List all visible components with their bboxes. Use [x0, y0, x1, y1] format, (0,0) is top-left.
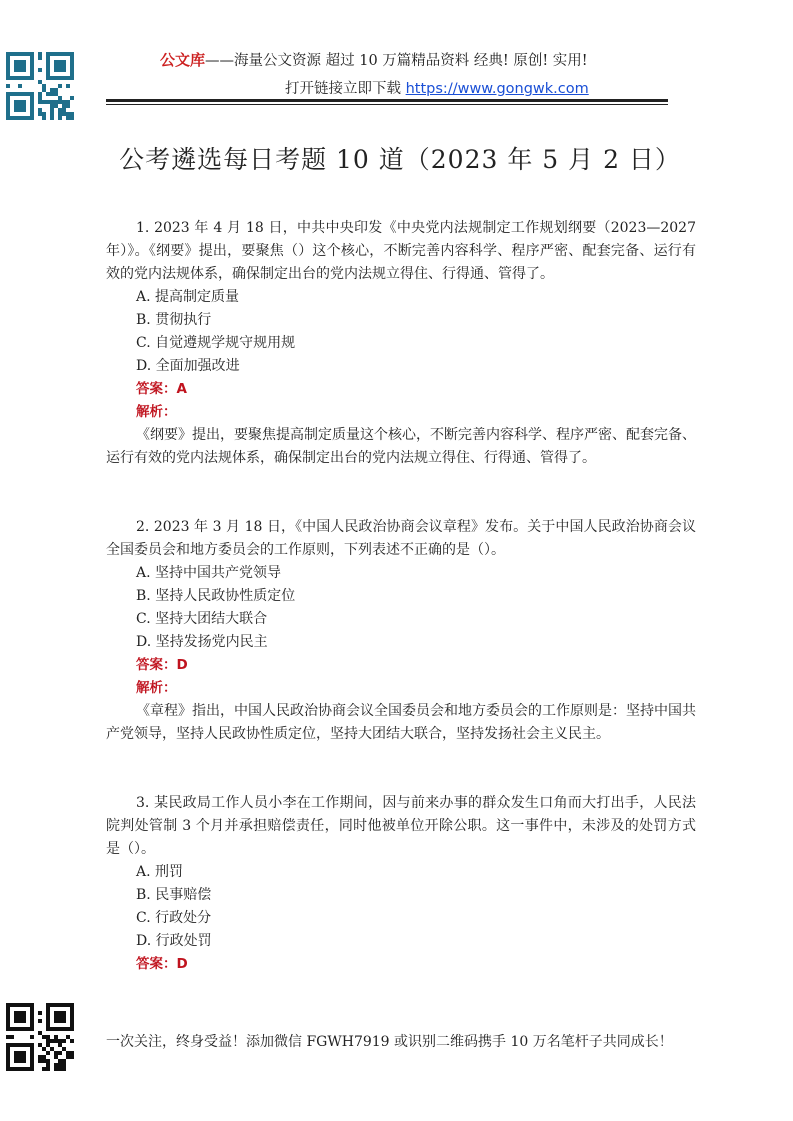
- option-a: A. 提高制定质量: [136, 289, 240, 305]
- analysis-label: 解析：: [136, 680, 177, 696]
- option-d: D. 坚持发扬党内民主: [136, 634, 268, 650]
- analysis-text: 《纲要》提出，要聚焦提高制定质量这个核心，不断完善内容科学、程序严密、配套完备、运行有效的党内法规体系，确保制定出台的党内法规立得住、行得通、管得了。: [106, 427, 696, 466]
- option-a: A. 刑罚: [136, 864, 184, 880]
- answer-label: 答案：A: [136, 381, 187, 397]
- option-c: C. 自觉遵规学规守规用规: [136, 335, 296, 351]
- option-b: B. 民事赔偿: [136, 887, 212, 903]
- brand-name: 公文库: [160, 51, 206, 69]
- spacer: [106, 746, 696, 769]
- header-tagline: ——海量公文资源 超过 10 万篇精品资料 经典! 原创! 实用!: [205, 53, 588, 69]
- question-stem: 2. 2023 年 3 月 18 日，《中国人民政治协商会议章程》发布。关于中国人民政治协商会议全国委员会和地方委员会的工作原则，下列表述不正确的是（）。: [106, 519, 696, 558]
- analysis-label: 解析：: [136, 404, 177, 420]
- question-stem: 3. 某民政局工作人员小李在工作期间，因与前来办事的群众发生口角而大打出手，人民法院判处管制 3 个月并承担赔偿责任，同时他被单位开除公职。这一事件中，未涉及的处罚方式是（）。: [106, 795, 696, 857]
- header-rule-thin: [106, 104, 668, 105]
- website-link[interactable]: https://www.gongwk.com: [405, 81, 589, 97]
- download-text: 打开链接立即下载: [285, 81, 406, 97]
- question-list: [106, 217, 696, 976]
- option-d: D. 全面加强改进: [136, 358, 240, 374]
- page-title: 公考遴选每日考题 10 道（2023 年 5 月 2 日）: [119, 145, 681, 174]
- footer-text: 一次关注，终身受益！添加微信 FGWH7919 或识别二维码携手 10 万名笔杆子共同成长！: [106, 1034, 673, 1050]
- header-download: [285, 77, 589, 98]
- option-c: C. 坚持大团结大联合: [136, 611, 268, 627]
- option-c: C. 行政处分: [136, 910, 212, 926]
- header-rule-thick: [106, 99, 668, 102]
- spacer: [106, 769, 696, 792]
- option-b: B. 坚持人民政协性质定位: [136, 588, 296, 604]
- spacer: [106, 470, 696, 493]
- question-stem: 1. 2023 年 4 月 18 日，中共中央印发《中央党内法规制定工作规划纲要（2023—2027 年）》。《纲要》提出，要聚焦（）这个核心，不断完善内容科学、程序严密、配套完备、运行有效的党内法规体系，确保制定出台的党内法规立得住、行得通、管得了。: [106, 220, 696, 282]
- option-b: B. 贯彻执行: [136, 312, 212, 328]
- analysis-text: 《章程》指出，中国人民政治协商会议全国委员会和地方委员会的工作原则是：坚持中国共产党领导，坚持人民政协性质定位，坚持大团结大联合，坚持发扬社会主义民主。: [106, 703, 696, 742]
- answer-label: 答案：D: [136, 657, 188, 673]
- qr-code-top: [6, 52, 74, 120]
- spacer: [106, 493, 696, 516]
- qr-code-bottom: [6, 1003, 74, 1071]
- option-d: D. 行政处罚: [136, 933, 212, 949]
- header-banner: [160, 50, 588, 71]
- option-a: A. 坚持中国共产党领导: [136, 565, 282, 581]
- answer-label: 答案：D: [136, 956, 188, 972]
